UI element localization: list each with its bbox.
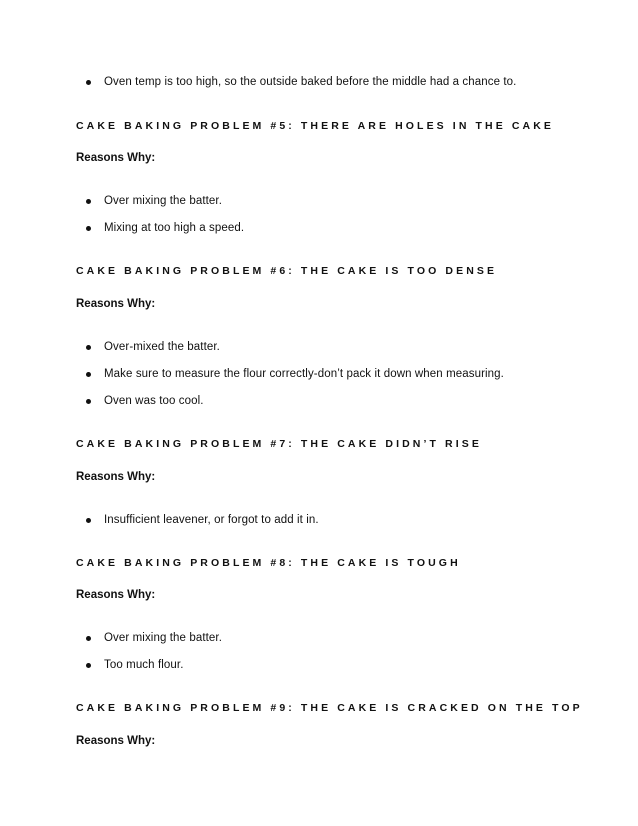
reasons-label: Reasons Why: xyxy=(76,735,156,747)
section-heading-5: CAKE BAKING PROBLEM #5: THERE ARE HOLES IN THE CAKE xyxy=(76,120,554,132)
bullet-icon xyxy=(86,372,91,377)
bullet-icon xyxy=(86,636,91,641)
document-page: Oven temp is too high, so the outside baked before the middle had a chance to. CAKE BAKING PROBLEM #5: THERE ARE HOLES IN THE CAKE Reasons Why: Over mixing the batter. Mixing at too high a speed. CAKE BAKING PROBLEM #6: THE CAKE IS TOO DENSE Reasons Why: Over-mixed the batter. Make sure to measure the flour correctly-don’t pack it down when measuring. Oven was too cool. CAKE BAKING PROBLEM #7: THE CAKE DIDN’T RISE Reasons Why: Insufficient leavener, or forgot to add it in. CAKE BAKING PROBLEM #8: THE CAKE IS TOUGH Reasons Why: Over mixing the batter. Too much flour. CAKE BAKING PROBLEM #9: THE CAKE IS CRACKED ON THE TOP Reasons Why: xyxy=(76,76,583,747)
bullet-icon xyxy=(86,80,91,85)
reasons-label: Reasons Why: xyxy=(76,152,156,164)
section-heading-8: CAKE BAKING PROBLEM #8: THE CAKE IS TOUGH xyxy=(76,557,461,569)
bullet-icon xyxy=(86,663,91,668)
reasons-label: Reasons Why: xyxy=(76,471,156,483)
section-heading-7: CAKE BAKING PROBLEM #7: THE CAKE DIDN’T RISE xyxy=(76,438,482,450)
bullet-icon xyxy=(86,199,91,204)
section-heading-9: CAKE BAKING PROBLEM #9: THE CAKE IS CRACKED ON THE TOP xyxy=(76,702,583,714)
reasons-label: Reasons Why: xyxy=(76,589,156,601)
reasons-label: Reasons Why: xyxy=(76,298,156,310)
bullet-icon xyxy=(86,226,91,231)
bullet-icon xyxy=(86,518,91,523)
bullet-icon xyxy=(86,399,91,404)
section-heading-6: CAKE BAKING PROBLEM #6: THE CAKE IS TOO DENSE xyxy=(76,265,498,277)
bullet-icon xyxy=(86,345,91,350)
